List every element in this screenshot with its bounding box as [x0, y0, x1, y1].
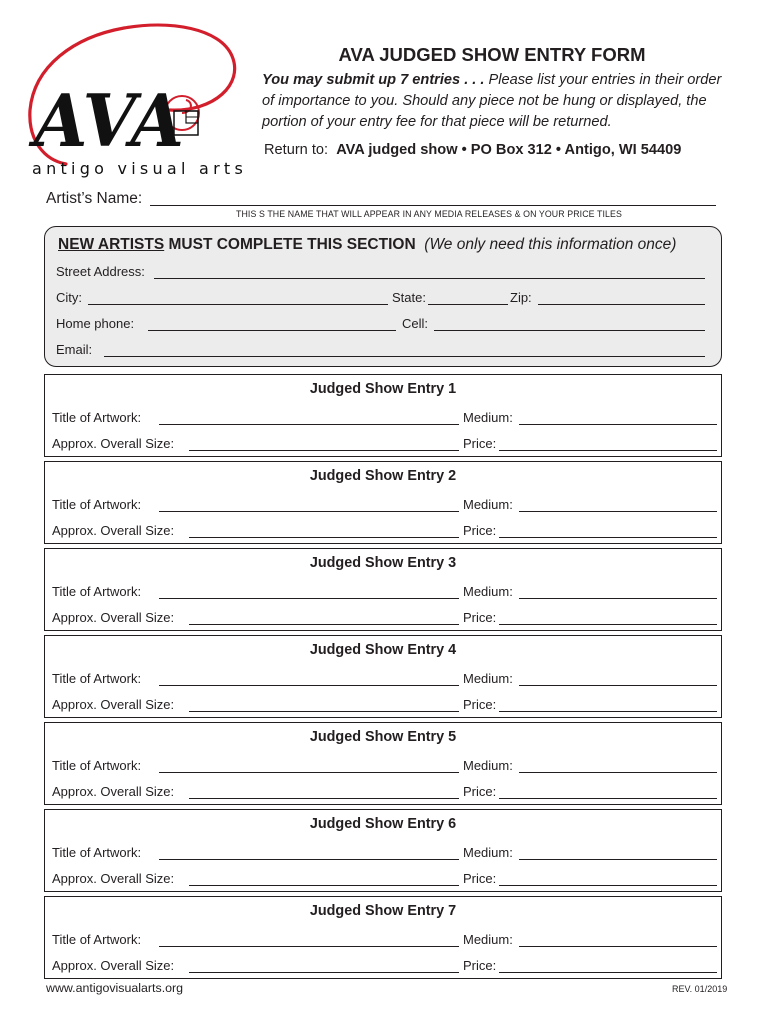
medium-field[interactable]	[519, 511, 717, 512]
home-phone-label: Home phone:	[56, 316, 135, 331]
medium-label: Medium:	[463, 758, 513, 773]
logo-letters: AVA	[28, 78, 185, 163]
artwork-title-label: Title of Artwork:	[52, 758, 142, 773]
entry-title: Judged Show Entry 1	[309, 381, 457, 397]
artwork-title-label: Title of Artwork:	[52, 410, 142, 425]
zip-field[interactable]	[538, 304, 705, 305]
size-field[interactable]	[189, 711, 459, 712]
price-label: Price:	[463, 958, 497, 973]
zip-label: Zip:	[510, 290, 532, 305]
size-label: Approx. Overall Size:	[52, 697, 175, 712]
price-field[interactable]	[499, 711, 717, 712]
entry-title: Judged Show Entry 7	[309, 903, 457, 919]
entry-title: Judged Show Entry 5	[309, 729, 457, 745]
state-field[interactable]	[428, 304, 508, 305]
artwork-title-field[interactable]	[159, 859, 459, 860]
logo-tagline: antigo visual arts	[32, 159, 246, 178]
medium-field[interactable]	[519, 685, 717, 686]
state-label: State:	[392, 290, 426, 305]
entry-title: Judged Show Entry 6	[309, 816, 457, 832]
size-label: Approx. Overall Size:	[52, 610, 175, 625]
entry-box	[44, 461, 722, 544]
artwork-title-label: Title of Artwork:	[52, 497, 142, 512]
medium-label: Medium:	[463, 497, 513, 512]
revision-label: REV. 01/2019	[672, 984, 728, 994]
medium-label: Medium:	[463, 932, 513, 947]
artwork-title-field[interactable]	[159, 772, 459, 773]
intro-bold: You may submit up 7 entries . . .	[262, 72, 485, 88]
size-label: Approx. Overall Size:	[52, 436, 175, 451]
price-field[interactable]	[499, 450, 717, 451]
size-label: Approx. Overall Size:	[52, 784, 175, 799]
return-address	[264, 142, 681, 158]
artwork-title-label: Title of Artwork:	[52, 584, 142, 599]
artwork-title-field[interactable]	[159, 511, 459, 512]
ava-logo	[20, 18, 260, 183]
size-field[interactable]	[189, 537, 459, 538]
home-phone-field[interactable]	[148, 330, 396, 331]
artist-name-field[interactable]	[150, 205, 716, 206]
price-field[interactable]	[499, 972, 717, 973]
street-address-label: Street Address:	[56, 264, 145, 279]
artwork-title-label: Title of Artwork:	[52, 845, 142, 860]
entry-title: Judged Show Entry 2	[309, 468, 457, 484]
size-field[interactable]	[189, 450, 459, 451]
artist-name-note: THIS S THE NAME THAT WILL APPEAR IN ANY MEDIA RELEASES & ON YOUR PRICE TILES	[236, 209, 622, 219]
intro-rest: Please list your entries in their order of importance to you. Should any piece not be hung or displayed, the portion of your entry fee for that piece will be returned.	[262, 72, 722, 130]
medium-field[interactable]	[519, 772, 717, 773]
medium-label: Medium:	[463, 410, 513, 425]
artwork-title-label: Title of Artwork:	[52, 932, 142, 947]
price-field[interactable]	[499, 537, 717, 538]
email-label: Email:	[56, 342, 93, 357]
medium-label: Medium:	[463, 845, 513, 860]
medium-field[interactable]	[519, 598, 717, 599]
medium-field[interactable]	[519, 424, 717, 425]
size-label: Approx. Overall Size:	[52, 871, 175, 886]
form-title: AVA JUDGED SHOW ENTRY FORM	[338, 44, 646, 65]
entry-box	[44, 896, 722, 979]
intro-text	[262, 70, 732, 133]
street-address-field[interactable]	[154, 278, 705, 279]
city-field[interactable]	[88, 304, 388, 305]
return-address-text: AVA judged show • PO Box 312 • Antigo, WI 54409	[336, 142, 682, 158]
artwork-title-field[interactable]	[159, 946, 459, 947]
entry-box	[44, 722, 722, 805]
new-artists-heading-rest: MUST COMPLETE THIS SECTION	[164, 236, 416, 253]
cell-field[interactable]	[434, 330, 705, 331]
price-field[interactable]	[499, 798, 717, 799]
price-label: Price:	[463, 784, 497, 799]
price-field[interactable]	[499, 885, 717, 886]
price-label: Price:	[463, 610, 497, 625]
artist-name-label: Artist’s Name:	[46, 190, 143, 207]
entry-title: Judged Show Entry 3	[309, 555, 457, 571]
price-label: Price:	[463, 436, 497, 451]
entry-box	[44, 548, 722, 631]
email-field[interactable]	[104, 356, 705, 357]
artwork-title-field[interactable]	[159, 685, 459, 686]
size-field[interactable]	[189, 798, 459, 799]
website-link[interactable]: www.antigovisualarts.org	[46, 981, 184, 995]
price-label: Price:	[463, 697, 497, 712]
artwork-title-field[interactable]	[159, 598, 459, 599]
new-artists-heading	[58, 236, 676, 254]
artwork-title-field[interactable]	[159, 424, 459, 425]
size-field[interactable]	[189, 624, 459, 625]
medium-label: Medium:	[463, 584, 513, 599]
medium-label: Medium:	[463, 671, 513, 686]
artwork-title-label: Title of Artwork:	[52, 671, 142, 686]
size-label: Approx. Overall Size:	[52, 958, 175, 973]
city-label: City:	[56, 290, 82, 305]
price-label: Price:	[463, 523, 497, 538]
entry-box	[44, 374, 722, 457]
return-label: Return to:	[264, 142, 329, 158]
new-artists-heading-note: (We only need this information once)	[424, 236, 677, 253]
new-artists-heading-underlined: NEW ARTISTS	[58, 236, 165, 253]
cell-label: Cell:	[402, 316, 429, 331]
price-field[interactable]	[499, 624, 717, 625]
entry-box	[44, 809, 722, 892]
size-label: Approx. Overall Size:	[52, 523, 175, 538]
entry-title: Judged Show Entry 4	[309, 642, 457, 658]
size-field[interactable]	[189, 972, 459, 973]
medium-field[interactable]	[519, 946, 717, 947]
entry-box	[44, 635, 722, 718]
size-field[interactable]	[189, 885, 459, 886]
medium-field[interactable]	[519, 859, 717, 860]
price-label: Price:	[463, 871, 497, 886]
